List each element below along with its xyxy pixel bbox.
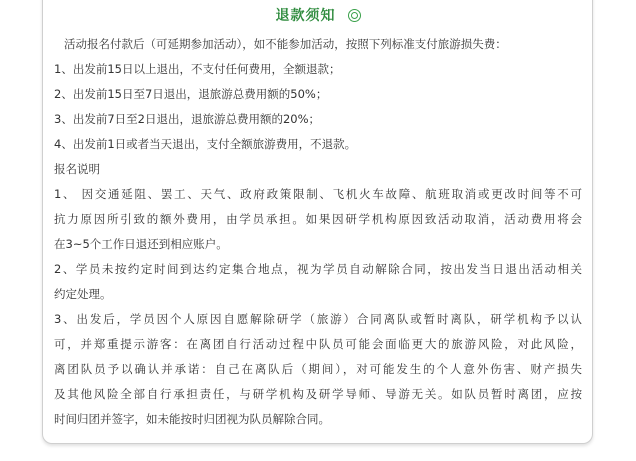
- clause-1-line-2: 抗力原因所引致的额外费用，由学员承担。如果因研学机构原因致活动取消，活动费用将会: [54, 212, 582, 226]
- clause-2-line-2: 约定处理。: [54, 287, 112, 301]
- notice-title: 退款须知: [275, 8, 336, 24]
- clause-2-line-1: 2、学员未按约定时间到达约定集合地点，视为学员自动解除合同，按出发当日退出活动相关: [54, 262, 582, 276]
- rule-2: 2、出发前15日至7日退出，退旅游总费用额的50%；: [54, 87, 328, 101]
- notice-content: [54, 32, 582, 432]
- rule-1: 1、出发前15日以上退出，不支付任何费用，全额退款；: [54, 62, 341, 76]
- intro-text: 活动报名付款后（可延期参加活动），如不能参加活动，按照下列标准支付旅游损失费：: [64, 37, 507, 51]
- section-title: 报名说明: [54, 162, 100, 176]
- rule-4: 4、出发前1日或者当天退出，支付全额旅游费用，不退款。: [54, 137, 357, 151]
- clause-1-line-1: 1、 因交通延阻、罢工、天气、政府政策限制、飞机火车故障、航班取消或更改时间等不可: [54, 187, 582, 201]
- target-circle-icon: [348, 9, 361, 22]
- clause-1-line-3: 在3~5个工作日退还到相应账户。: [54, 237, 228, 251]
- clause-3-line-2: 可，并郑重提示游客：在离团自行活动过程中队员可能会面临更大的旅游风险，对此风险，: [54, 337, 582, 351]
- clause-3-line-1: 3、出发后，学员因个人原因自愿解除研学（旅游）合同离队或暂时离队，研学机构予以认: [54, 312, 582, 326]
- clause-3-line-3: 离团队员予以确认并承诺：自己在离队后（期间），对可能发生的个人意外伤害、财产损失: [54, 362, 582, 376]
- notice-header: [0, 0, 636, 30]
- rule-3: 3、出发前7日至2日退出，退旅游总费用额的20%；: [54, 112, 321, 126]
- clause-3-line-5: 时间归团并签字，如未能按时归团视为队员解除合同。: [54, 412, 330, 426]
- clause-3-line-4: 及其他风险全部自行承担责任，与研学机构及研学导师、导游无关。如队员暂时离团，应按: [54, 387, 582, 401]
